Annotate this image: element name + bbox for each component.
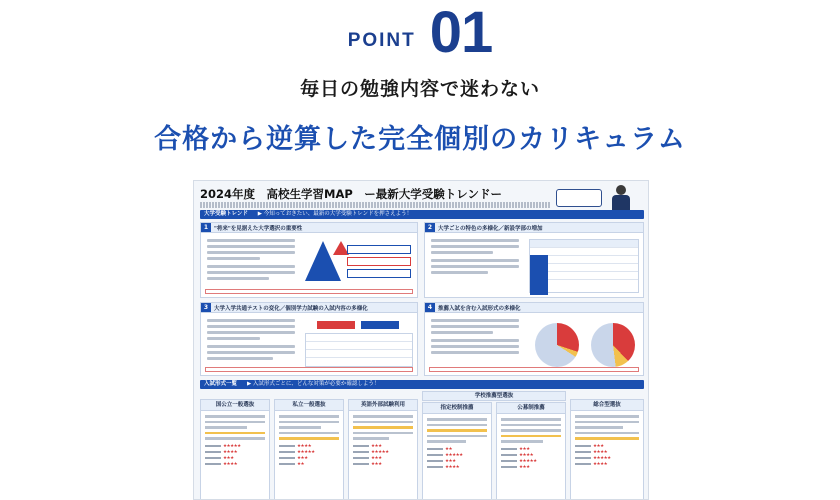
point-number: 01 <box>429 0 493 65</box>
exam-tag <box>361 321 399 329</box>
trend-section-note: ▶ 今知っておきたい、最新の大学受験トレンドを押さえよう！ <box>257 211 413 217</box>
panel-title: 大学入学共通テストの変化／個別学力試験の入試内容の多様化 <box>214 305 368 312</box>
card-title: 指定校制推薦 <box>423 403 491 414</box>
pyramid-diagram <box>305 241 341 281</box>
map-title: 2024年度 高校生学習MAP ー最新大学受験トレンドー <box>200 187 502 201</box>
trend-panel-1 <box>200 222 418 298</box>
panel-title: 大学ごとの特色の多様化／新設学部の増加 <box>438 225 543 232</box>
card-private: 私立一般選抜 ★★★★ ★★★★★ ★★★ ★★ <box>274 399 344 500</box>
card-title: 私立一般選抜 <box>275 400 343 411</box>
flow-box <box>347 269 411 278</box>
card-national-public: 国公立一般選抜 ★★★★★ ★★★★ ★★★ ★★★★ <box>200 399 270 500</box>
trend-panel-2 <box>424 222 644 298</box>
exam-tag <box>317 321 355 329</box>
exam-comparison-table <box>305 333 413 367</box>
card-title: 国公立一般選抜 <box>201 400 269 411</box>
recommendation-group-header: 学校推薦型選抜 <box>422 391 566 401</box>
point-header <box>0 0 840 65</box>
panel-number: 3 <box>201 303 211 313</box>
format-section-label: 入試形式一覧 <box>204 381 238 387</box>
card-designated-school: 指定校制推薦 ★★ ★★★★★ ★★★ ★★★★ <box>422 402 492 500</box>
panel-number: 1 <box>201 223 211 233</box>
study-map-image <box>193 180 649 500</box>
flow-box <box>347 245 411 254</box>
main-heading: 合格から逆算した完全個別のカリキュラム <box>154 124 686 155</box>
card-title: 総合型選抜 <box>571 400 643 411</box>
panel-number: 2 <box>425 223 435 233</box>
panel-title: 推薦入試を含む入試形式の多様化 <box>438 305 521 312</box>
panel-number: 4 <box>425 303 435 313</box>
speech-bubble <box>556 189 602 207</box>
trend-section-bar <box>200 210 644 219</box>
trend-section-label: 大学受験トレンド <box>204 211 248 217</box>
trend-panel-4 <box>424 302 644 376</box>
subheading: 毎日の勉強内容で迷わない <box>299 78 540 100</box>
pie-chart-icon <box>535 323 579 367</box>
cards-row <box>200 393 644 500</box>
pie-chart-icon <box>591 323 635 367</box>
card-title: 英語外部試験利用 <box>349 400 417 411</box>
format-section-bar <box>200 380 644 389</box>
card-public-recommendation: 公募制推薦 ★★★ ★★★★ ★★★★★ ★★★ <box>496 402 566 500</box>
card-english-external: 英語外部試験利用 ★★★ ★★★★★ ★★★ ★★★ <box>348 399 418 500</box>
trend-panel-3 <box>200 302 418 376</box>
map-description-text <box>200 202 550 208</box>
new-faculty-table <box>529 239 639 293</box>
flow-box <box>347 257 411 266</box>
card-comprehensive: 総合型選抜 ★★★ ★★★★ ★★★★★ ★★★★ <box>570 399 644 500</box>
panel-title: "将来"を見据えた大学選択の重要性 <box>214 225 303 232</box>
card-title: 公募制推薦 <box>497 403 565 414</box>
point-label: POINT <box>347 30 416 51</box>
format-section-note: ▶ 入試形式ごとに、どんな対策が必要か確認しよう！ <box>246 381 380 387</box>
